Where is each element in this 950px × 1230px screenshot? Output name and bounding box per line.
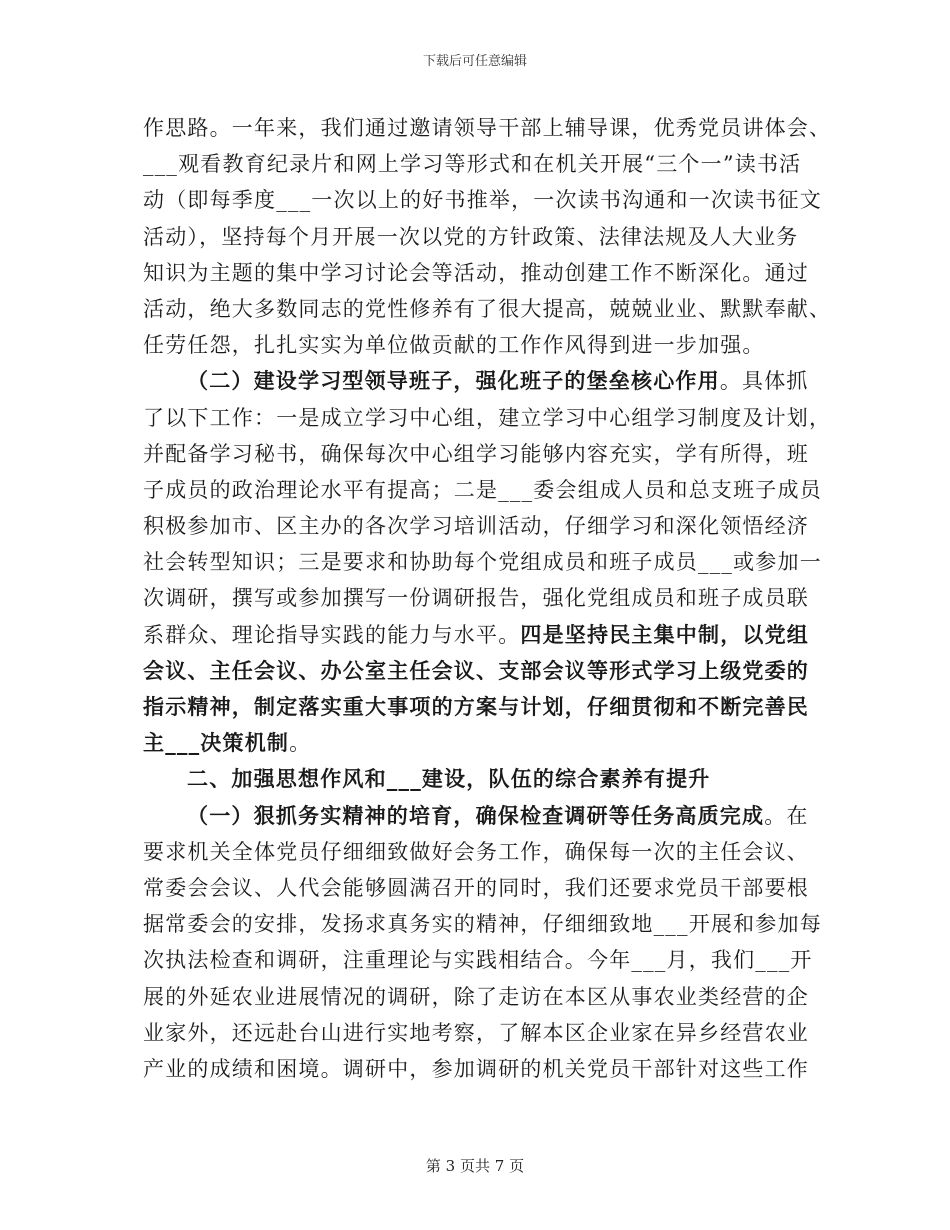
line-text: 作思路。一年来，我们通过邀请领导干部上辅导课，优秀党员讲体会、 — [143, 116, 832, 140]
bold-text: （一）狠抓务实精神的培育，确保检查调研等任务高质完成 — [187, 802, 765, 828]
text-line — [143, 689, 823, 725]
text-line — [143, 979, 823, 1015]
bold-text: 会议、主任会议、办公室主任会议、支部会议等形式学习上级党委的 — [143, 657, 809, 683]
line-text: 展的外延农业进展情况的调研，除了走访在本区从事农业类经营的企 — [143, 984, 809, 1009]
text-line — [143, 761, 823, 797]
line-text: 动（即每季度___一次以上的好书推举，一次读书沟通和一次读书征文 — [143, 188, 822, 213]
text-line — [143, 363, 823, 399]
line-text: 据常委会的安排，发扬求真务实的精神，仔细细致地___开展和参加每 — [143, 912, 822, 937]
text-line — [143, 291, 832, 327]
line-text: 子成员的政治理论水平有提高；二是___委会组成人员和总支班子成员 — [143, 477, 822, 502]
text-line — [143, 798, 823, 834]
bold-text: 四是坚持民主集中制，以党组 — [520, 621, 810, 647]
text-line — [143, 255, 823, 291]
line-text: 任劳任怨，扎扎实实为单位做贡献的工作作风得到进一步加强。 — [143, 333, 765, 358]
text-line — [143, 472, 823, 508]
line-text: 要求机关全体党员仔细细致做好会务工作，确保每一次的主任会议、 — [143, 839, 809, 864]
text-line — [143, 834, 823, 870]
line-text: 。 — [289, 731, 312, 756]
text-line — [143, 580, 823, 616]
text-line — [143, 327, 823, 363]
line-text: 社会转型知识；三是要求和协助每个党组成员和班子成员___或参加一 — [143, 550, 822, 575]
line-text: 。具体抓 — [719, 369, 809, 394]
text-line — [143, 942, 823, 978]
page-footer: 第 3 页共 7 页 — [425, 1157, 525, 1175]
line-text: 常委会会议、人代会能够圆满召开的同时，我们还要求党员干部要根 — [143, 875, 809, 900]
line-text: 业家外，还远赴台山进行实地考察，了解本区企业家在异乡经营农业 — [143, 1020, 809, 1045]
text-line — [143, 906, 823, 942]
bold-text: 主___决策机制 — [143, 730, 290, 756]
text-line — [143, 617, 823, 653]
text-line — [143, 110, 832, 146]
line-text: 。在 — [764, 803, 809, 828]
bold-text: （二）建设学习型领导班子，强化班子的堡垒核心作用 — [187, 368, 720, 394]
text-line — [143, 146, 823, 182]
line-text: 活动，绝大多数同志的党性修养有了很大提高，兢兢业业、默默奉献、 — [143, 296, 832, 321]
line-text: ___观看教育纪录片和网上学习等形式和在机关开展“三个一”读书活 — [143, 152, 802, 177]
text-line — [143, 544, 823, 580]
line-text: 了以下工作：一是成立学习中心组，建立学习中心组学习制度及计划， — [143, 405, 832, 430]
document-body — [143, 110, 832, 1087]
text-line — [143, 400, 832, 436]
text-line — [143, 870, 823, 906]
line-text: 活动），坚持每个月开展一次以党的方针政策、法律法规及人大业务 — [143, 224, 799, 249]
bold-text: 二、加强思想作风和___建设，队伍的综合素养有提升 — [187, 766, 711, 792]
line-text: 知识为主题的集中学习讨论会等活动，推动创建工作不断深化。通过 — [143, 260, 809, 285]
text-line — [143, 508, 823, 544]
text-line — [143, 182, 823, 218]
text-line — [143, 1051, 823, 1087]
line-text: 系群众、理论指导实践的能力与水平。 — [143, 622, 521, 647]
text-line — [143, 725, 823, 761]
line-text: 积极参加市、区主办的各次学习培训活动，仔细学习和深化领悟经济 — [143, 514, 809, 539]
page-header: 下载后可任意编辑 — [422, 54, 527, 69]
line-text: 并配备学习秘书，确保每次中心组学习能够内容充实，学有所得，班 — [143, 441, 809, 466]
bold-text: 指示精神，制定落实重大事项的方案与计划，仔细贯彻和不断完善民 — [143, 694, 809, 719]
text-line — [143, 1015, 823, 1051]
line-text: 次调研，撰写或参加撰写一份调研报告，强化党组成员和班子成员联 — [143, 586, 809, 611]
text-line — [143, 219, 823, 255]
text-line — [143, 436, 823, 472]
text-line — [143, 653, 823, 689]
line-text: 次执法检查和调研，注重理论与实践相结合。今年___月，我们___开 — [143, 948, 813, 973]
line-text: 产业的成绩和困境。调研中，参加调研的机关党员干部针对这些工作 — [143, 1056, 809, 1081]
